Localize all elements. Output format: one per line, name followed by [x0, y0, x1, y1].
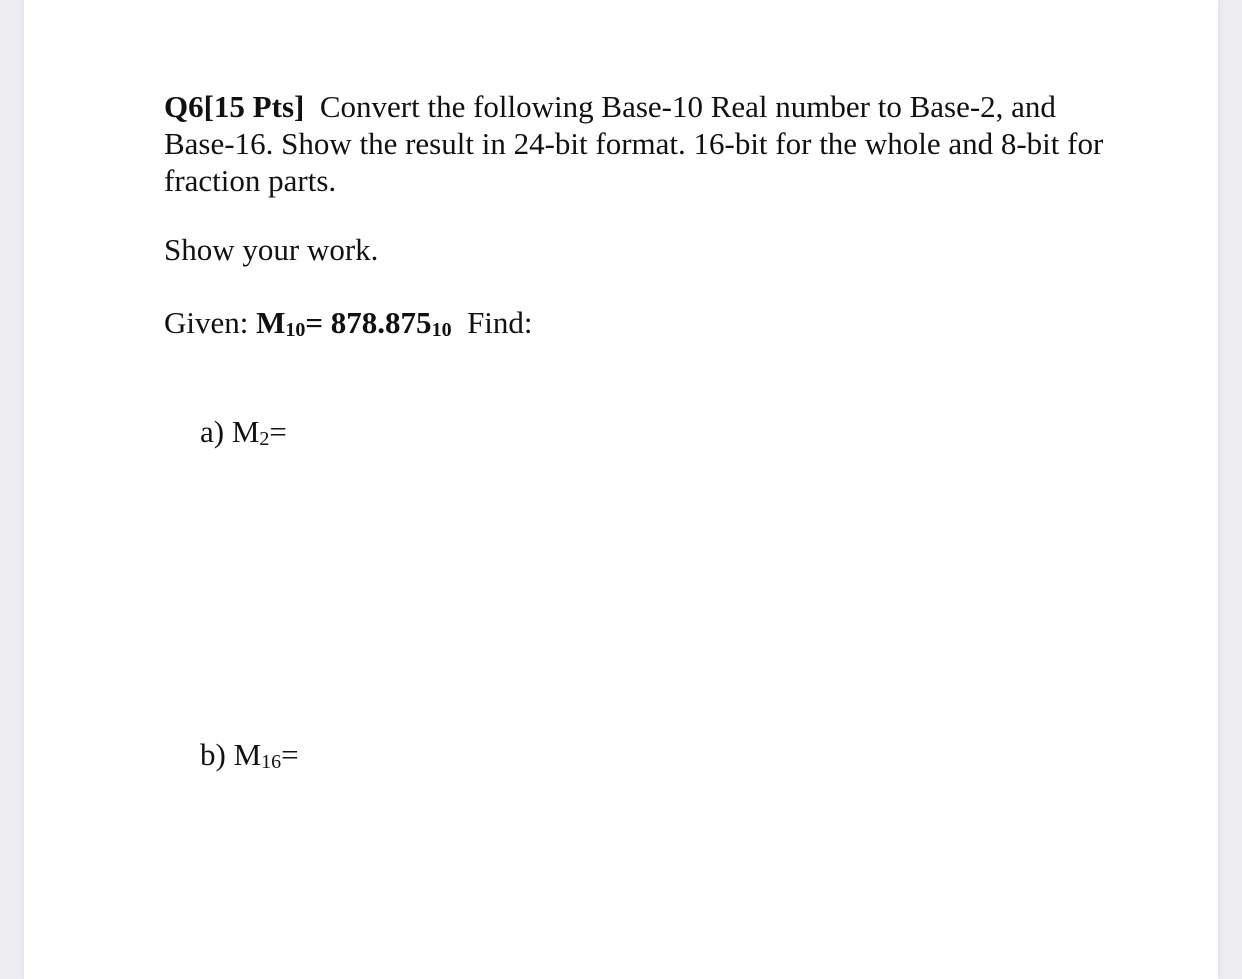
- given-label: Given:: [164, 305, 249, 340]
- part-a-equals: =: [269, 414, 287, 449]
- given-line: [164, 304, 533, 346]
- given-value: = 878.875: [305, 305, 432, 340]
- given-variable: M: [256, 305, 286, 340]
- part-a: [200, 413, 287, 455]
- part-b-label: b) M: [200, 737, 262, 772]
- find-label: Find:: [467, 305, 533, 340]
- part-a-base: 2: [259, 428, 270, 450]
- given-value-base: 10: [431, 319, 452, 341]
- part-a-label: a) M: [200, 414, 260, 449]
- part-b: [200, 736, 299, 778]
- instruction-text: Show your work.: [164, 232, 379, 267]
- given-variable-base: 10: [285, 319, 306, 341]
- question-header: Q6[15 Pts]: [164, 89, 305, 124]
- part-b-base: 16: [261, 751, 282, 773]
- document-page: [24, 0, 1218, 979]
- question-text: Convert the following Base-10 Real number to Base-2, and Base-16. Show the result in 24-bit format. 16-bit for the whole and 8-bit for fraction parts.: [164, 89, 1104, 198]
- question-block: [164, 88, 1124, 199]
- part-b-equals: =: [281, 737, 299, 772]
- question-paragraph: [164, 88, 1124, 199]
